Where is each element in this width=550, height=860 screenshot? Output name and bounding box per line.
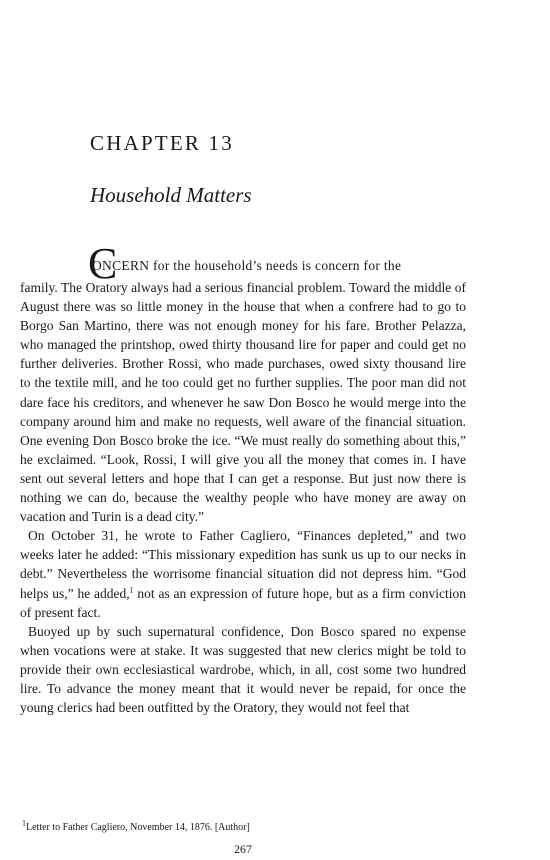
chapter-title: Household Matters [90, 183, 252, 207]
footnote [22, 818, 250, 833]
footnote-text: Letter to Father Cagliero, November 14, 1876. [Author] [26, 822, 250, 833]
drop-cap: C [88, 239, 118, 288]
paragraph-3-text: Buoyed up by such supernatural confidence, Don Bosco spared no expense when vocations were at stake. It was suggested that new clerics might be told to provide their own ecclesiastical wardrobe, which, in all, cost some two hundred lire. To advance the money meant that it would never be repaid, for once the young clerics had been outfitted by the Oratory, they would not feel that [20, 623, 466, 716]
paragraph-2 [20, 526, 466, 621]
chapter-heading: CHAPTER 13 [90, 131, 234, 155]
opening-line-text: ONCERN for the household’s needs is concern for the [92, 258, 402, 273]
body-text [20, 239, 467, 717]
page-number: 267 [234, 842, 252, 856]
footnote-marker: 1 [22, 818, 26, 828]
paragraph-3 [20, 622, 466, 717]
paragraph-2-text-a: On October 31, he wrote to Father Cagliero, “Finances depleted,” and two weeks later he added: “This missionary expedition has sunk us up to our necks in debt.” Nevertheless the worrisome financial situation did not depress him. “God helps us,” he added, [20, 528, 466, 601]
footnote-reference: 1 [129, 585, 134, 594]
paragraph-2-text-b: not as an expression of future hope, but as a firm conviction of present fact. [20, 585, 467, 620]
paragraph-1-text: family. The Oratory always had a serious financial problem. Toward the middle of August there was so little money in the house that when a confrere had to go to Borgo San Martino, there was not enough money for his fare. Brother Pelazza, who managed the printshop, owed thirty thousand lire for paper and could get no further deliveries. Brother Rossi, who made purchases, owed sixty thousand lire to the textile mill, and he too could get no further supplies. The poor man did not dare face his creditors, and whenever he saw Don Bosco he would merge into the company around him and make no requests, well aware of the financial situation. One evening Don Bosco broke the ice. “We must really do something about this,” he exclaimed. “Look, Rossi, I will give you all the money that comes in. I have sent out several letters and hope that I can get a response. But just now there is nothing we can do, because the wealthy people who have money are away on vacation and Turin is a dead city.” [20, 280, 466, 525]
opening-line [20, 239, 466, 288]
paragraph-1 [20, 239, 466, 526]
